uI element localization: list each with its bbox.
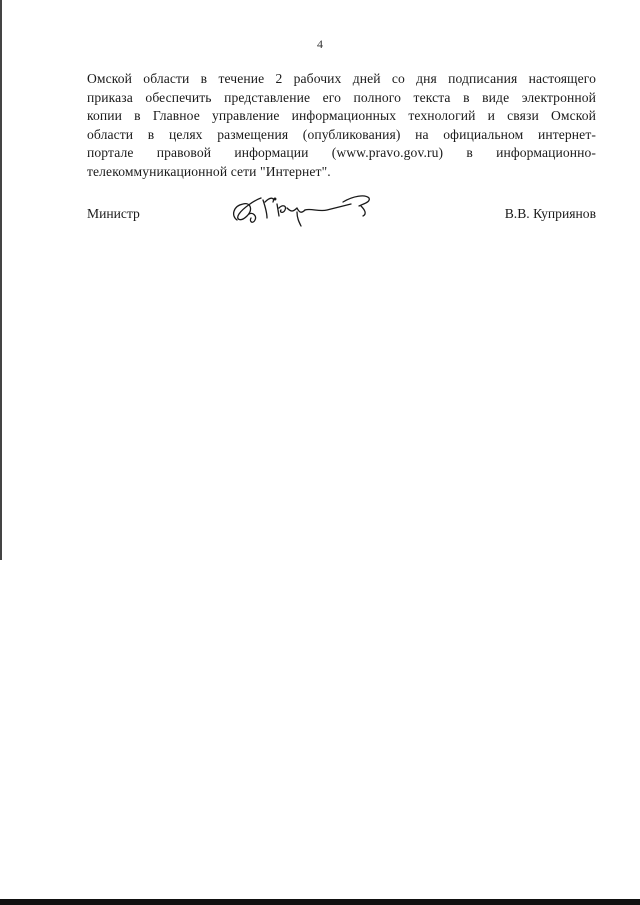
scan-bottom-edge <box>0 899 640 905</box>
paragraph-line: Омской области в течение 2 рабочих дней со дня подписания настоящего <box>87 71 596 86</box>
signer-position: Министр <box>87 206 140 221</box>
page-number: 4 <box>317 37 323 51</box>
paragraph-line: приказа обеспечить представление его полного текста в виде электронной <box>87 89 596 105</box>
handwritten-signature <box>227 190 377 230</box>
paragraph-line: портале правовой информации (www.pravo.gov.ru) в информационно- <box>87 145 596 161</box>
paragraph-line: копии в Главное управление информационных технологий и связи Омской <box>87 108 596 124</box>
signature-block <box>87 198 596 238</box>
signer-name: В.В. Куприянов <box>504 206 596 221</box>
paragraph-line: области в целях размещения (опубликования) на официальном интернет- <box>87 126 596 142</box>
paragraph-line: телекоммуникационной сети "Интернет". <box>87 163 331 179</box>
scan-margin-line <box>0 0 2 560</box>
body-paragraph <box>87 70 596 182</box>
